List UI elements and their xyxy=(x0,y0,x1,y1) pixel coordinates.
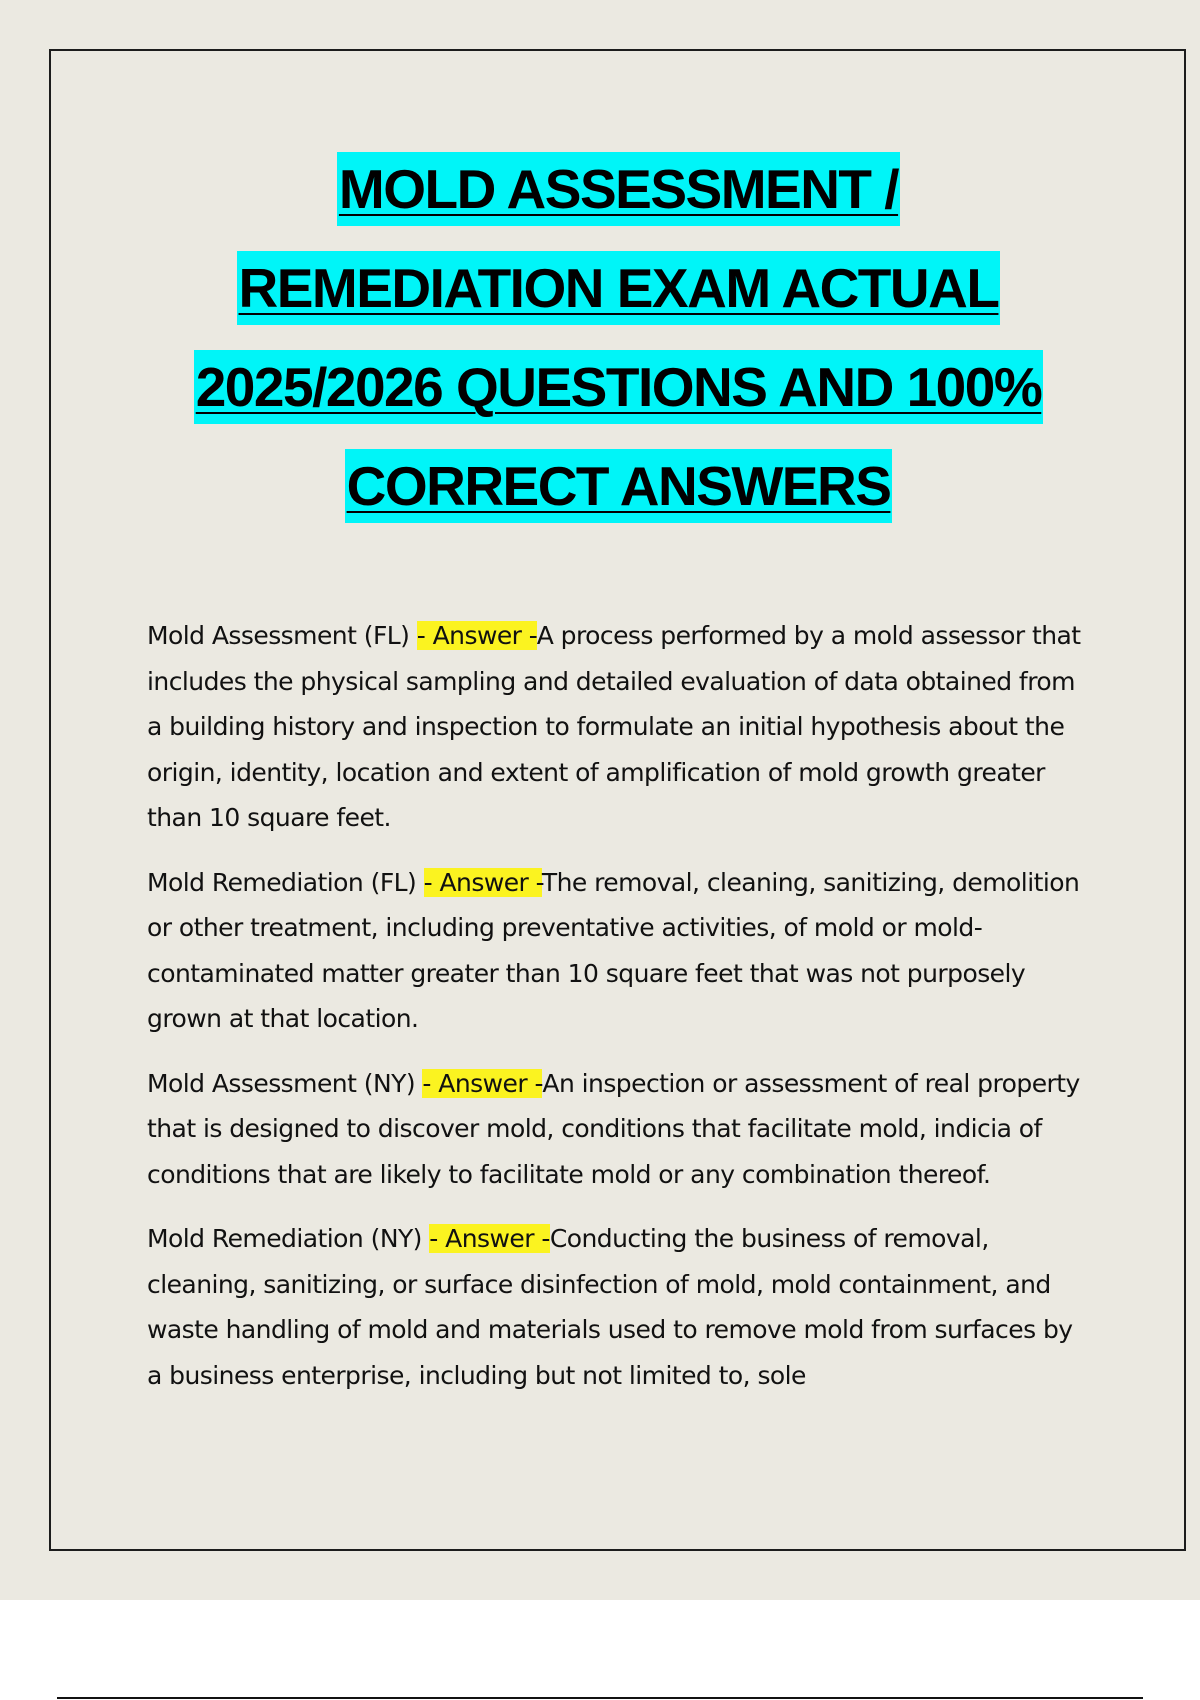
entry-definition: The removal, cleaning, sanitizing, demolition or other treatment, including preventative activities, of mold or mold-contaminated matter greater than 10 square feet that was not purposely grown at that location. xyxy=(147,867,1080,1033)
title-line-text: MOLD ASSESSMENT / xyxy=(337,152,900,226)
title-line-text: 2025/2026 QUESTIONS AND 100% xyxy=(194,350,1044,424)
title-line-text: CORRECT ANSWERS xyxy=(345,449,893,523)
title-line xyxy=(0,338,1200,437)
entry-definition: An inspection or assessment of real property that is designed to discover mold, conditions that facilitate mold, indicia of conditions that are likely to facilitate mold or any combination thereof. xyxy=(147,1068,1080,1189)
title-line-text: REMEDIATION EXAM ACTUAL xyxy=(237,251,1001,325)
answer-marker: - Answer - xyxy=(423,867,542,897)
qa-entry xyxy=(147,1216,1092,1398)
qa-list xyxy=(147,613,1092,1417)
answer-marker: - Answer - xyxy=(422,1068,543,1098)
document-title xyxy=(0,140,1200,536)
entry-definition: A process performed by a mold assessor that includes the physical sampling and detailed evaluation of data obtained from a building history and inspection to formulate an initial hypothesis about the origin, identity, location and extent of amplification of mold growth greater than 10 square feet. xyxy=(147,621,1081,832)
bottom-divider xyxy=(57,1697,1143,1699)
title-line xyxy=(0,437,1200,536)
entry-term: Mold Assessment (FL) xyxy=(147,621,417,650)
answer-marker: - Answer - xyxy=(416,621,537,650)
entry-term: Mold Remediation (FL) xyxy=(147,867,424,897)
qa-entry xyxy=(147,860,1092,1042)
title-line xyxy=(0,140,1200,239)
qa-entry xyxy=(147,613,1092,841)
qa-entry xyxy=(147,1061,1092,1198)
entry-term: Mold Remediation (NY) xyxy=(147,1224,430,1253)
entry-definition: Conducting the business of removal, cleaning, sanitizing, or surface disinfection of mold, mold containment, and waste handling of mold and materials used to remove mold from surfaces by a business enterprise, including but not limited to, sole xyxy=(147,1224,1073,1390)
entry-term: Mold Assessment (NY) xyxy=(147,1068,423,1098)
answer-marker: - Answer - xyxy=(429,1224,550,1253)
title-line xyxy=(0,239,1200,338)
